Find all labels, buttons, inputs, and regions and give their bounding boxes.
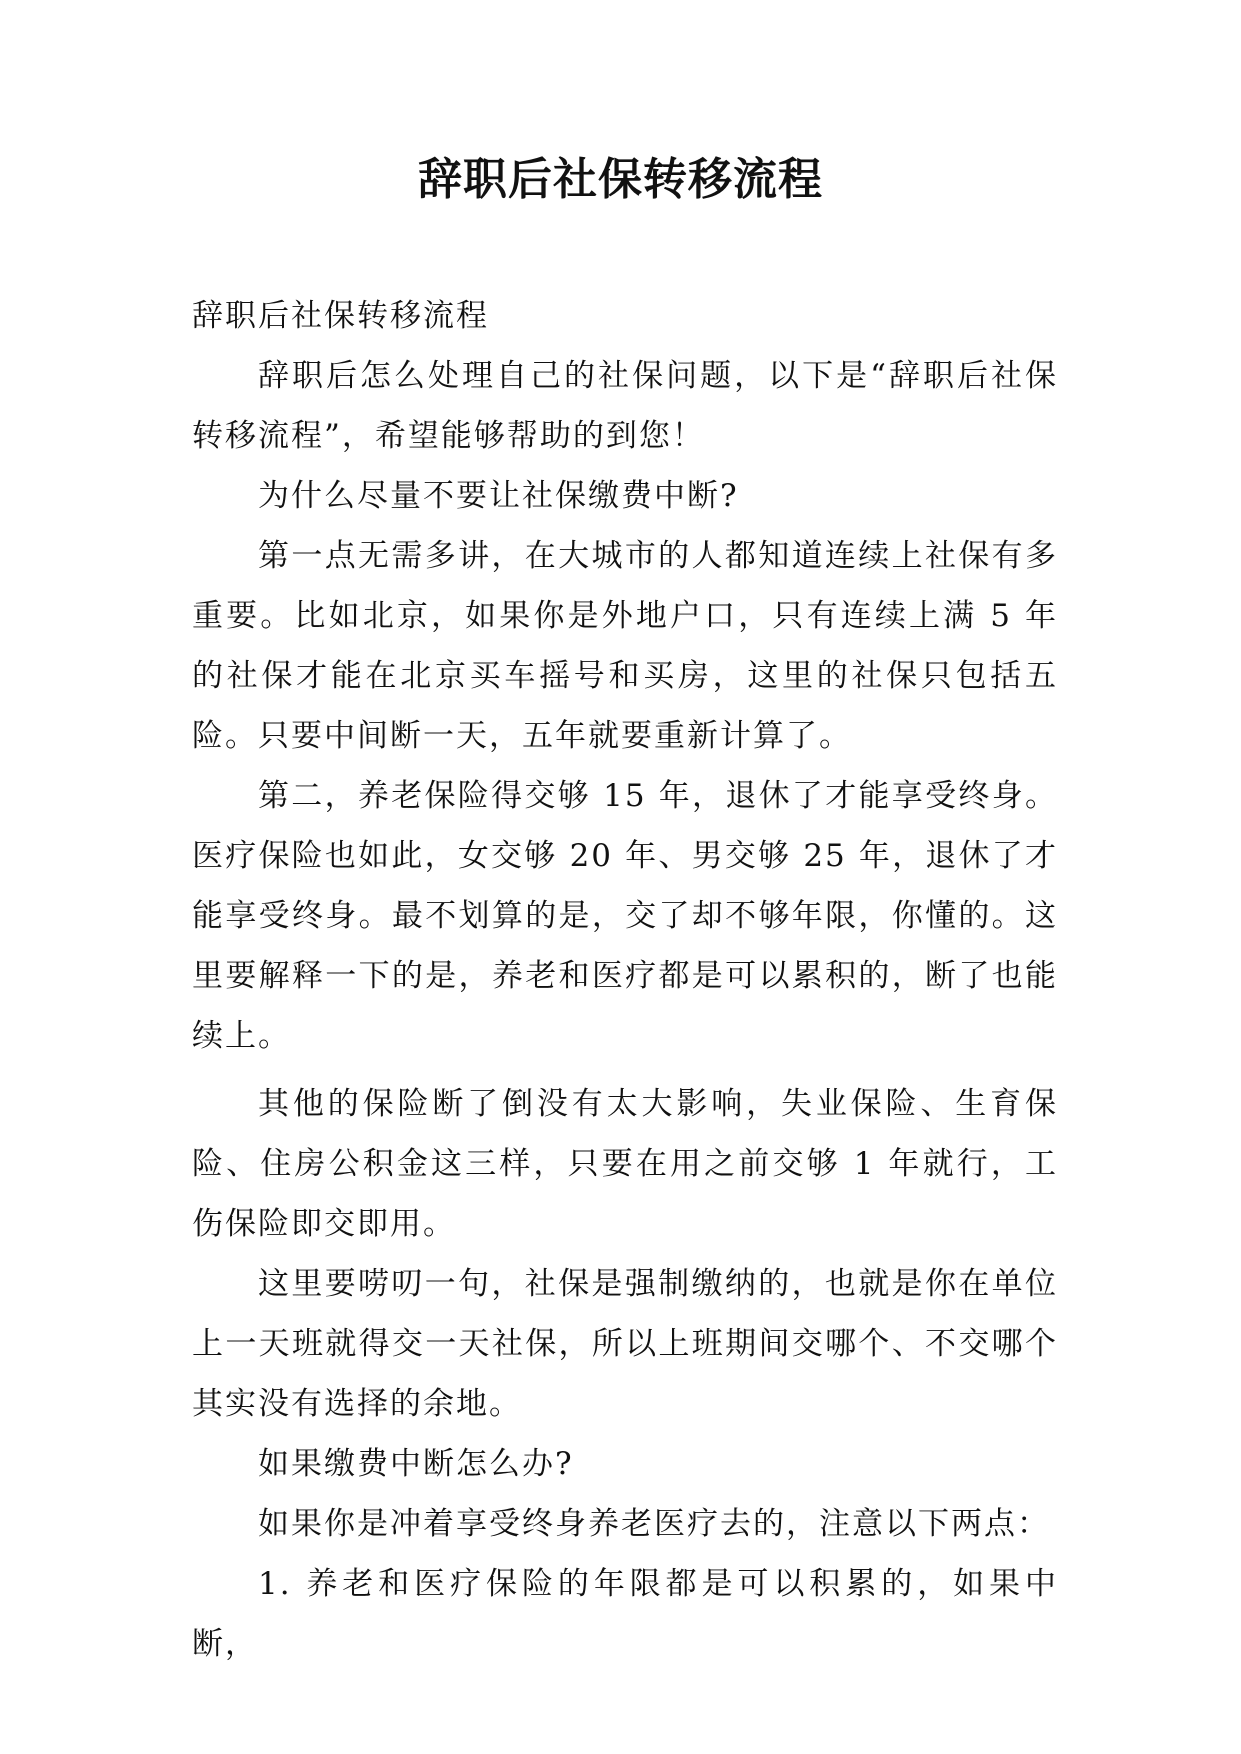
paragraph-point-two: 第二，养老保险得交够 15 年，退休了才能享受终身。医疗保险也如此，女交够 20 年、男交够 25 年，退休了才能享受终身。最不划算的是，交了却不够年限，你懂的。这里要解释一下的是，养老和医疗都是可以累积的，断了也能续上。 <box>192 778 1058 1054</box>
paragraph-list-item-1: 1. 养老和医疗保险的年限都是可以积累的，如果中断， <box>192 1566 1058 1662</box>
paragraph-reminder: 这里要唠叨一句，社保是强制缴纳的，也就是你在单位上一天班就得交一天社保，所以上班期间交哪个、不交哪个其实没有选择的余地。 <box>192 1266 1058 1422</box>
paragraph-intro: 辞职后怎么处理自己的社保问题，以下是“辞职后社保转移流程”，希望能够帮助的到您！ <box>192 358 1058 454</box>
document-body <box>192 286 1058 1674</box>
paragraph-question-interrupt: 如果缴费中断怎么办? <box>258 1446 574 1482</box>
paragraph-other-insurance: 其他的保险断了倒没有太大影响，失业保险、生育保险、住房公积金这三样，只要在用之前交够 1 年就行，工伤保险即交即用。 <box>192 1086 1058 1242</box>
paragraph-two-points: 如果你是冲着享受终身养老医疗去的，注意以下两点： <box>258 1506 1050 1542</box>
paragraph-point-one: 第一点无需多讲，在大城市的人都知道连续上社保有多重要。比如北京，如果你是外地户口，只有连续上满 5 年的社保才能在北京买车摇号和买房，这里的社保只包括五险。只要中间断一天，五年就要重新计算了。 <box>192 538 1058 754</box>
paragraph-heading: 辞职后社保转移流程 <box>192 298 489 334</box>
paragraph-question-why: 为什么尽量不要让社保缴费中断? <box>258 478 739 514</box>
document-title: 辞职后社保转移流程 <box>418 154 823 205</box>
